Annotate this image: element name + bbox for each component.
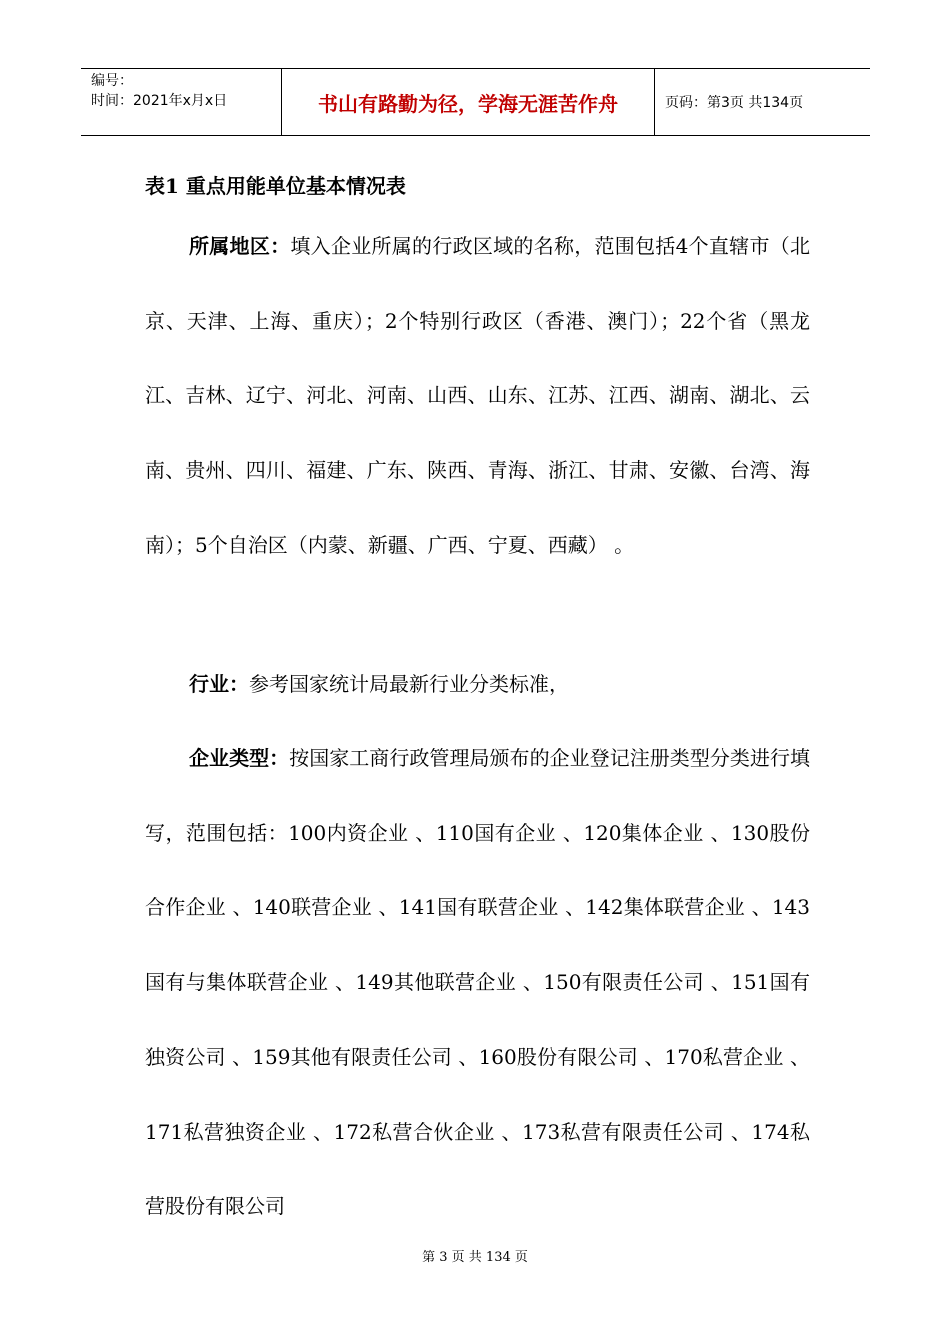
paragraph-region <box>145 209 810 583</box>
text-enterprise-type: 按国家工商行政管理局颁布的企业登记注册类型分类进行填写，范围包括：100内资企业 、110国有企业 、120集体企业 、130股份合作企业 、140联营企业 、141国有联营企业 、142集体联营企业 、143国有与集体联营企业 、149其他联营企业 、150有限责任公司 、151国有独资公司 、159其他有限责任公司 、160股份有限公司 、170私营企业 、171私营独资企业 、172私营合伙企业 、173私营有限责任公司 、174私营股份有限公司 <box>145 746 811 1219</box>
table-title: 表1 重点用能单位基本情况表 <box>145 174 406 198</box>
page-header <box>81 68 870 136</box>
page-footer: 第 3 页 共 134 页 <box>422 1250 528 1265</box>
paragraph-industry <box>145 647 810 722</box>
number-label: 编号： <box>91 73 133 89</box>
paragraph-enterprise-type <box>145 721 810 1244</box>
header-motto: 书山有路勤为径，学海无涯苦作舟 <box>282 69 655 135</box>
term-industry: 行业： <box>189 672 249 696</box>
text-region: 填入企业所属的行政区域的名称，范围包括4个直辖市（北京、天津、上海、重庆）；2个特别行政区（香港、澳门）；22个省（黑龙江、吉林、辽宁、河北、河南、山西、山东、江苏、江西、湖南、湖北、云南、贵州、四川、福建、广东、陕西、青海、浙江、甘肃、安徽、台湾、海南）；5个自治区（内蒙、新疆、广西、宁夏、西藏） 。 <box>145 234 811 557</box>
term-region: 所属地区： <box>189 234 291 258</box>
term-enterprise-type: 企业类型： <box>189 746 290 770</box>
time-label: 时间：2021年x月x日 <box>91 93 228 109</box>
text-industry: 参考国家统计局最新行业分类标准， <box>249 672 569 696</box>
header-page-info: 页码：第3页 共134页 <box>665 95 804 111</box>
header-meta <box>81 69 282 135</box>
